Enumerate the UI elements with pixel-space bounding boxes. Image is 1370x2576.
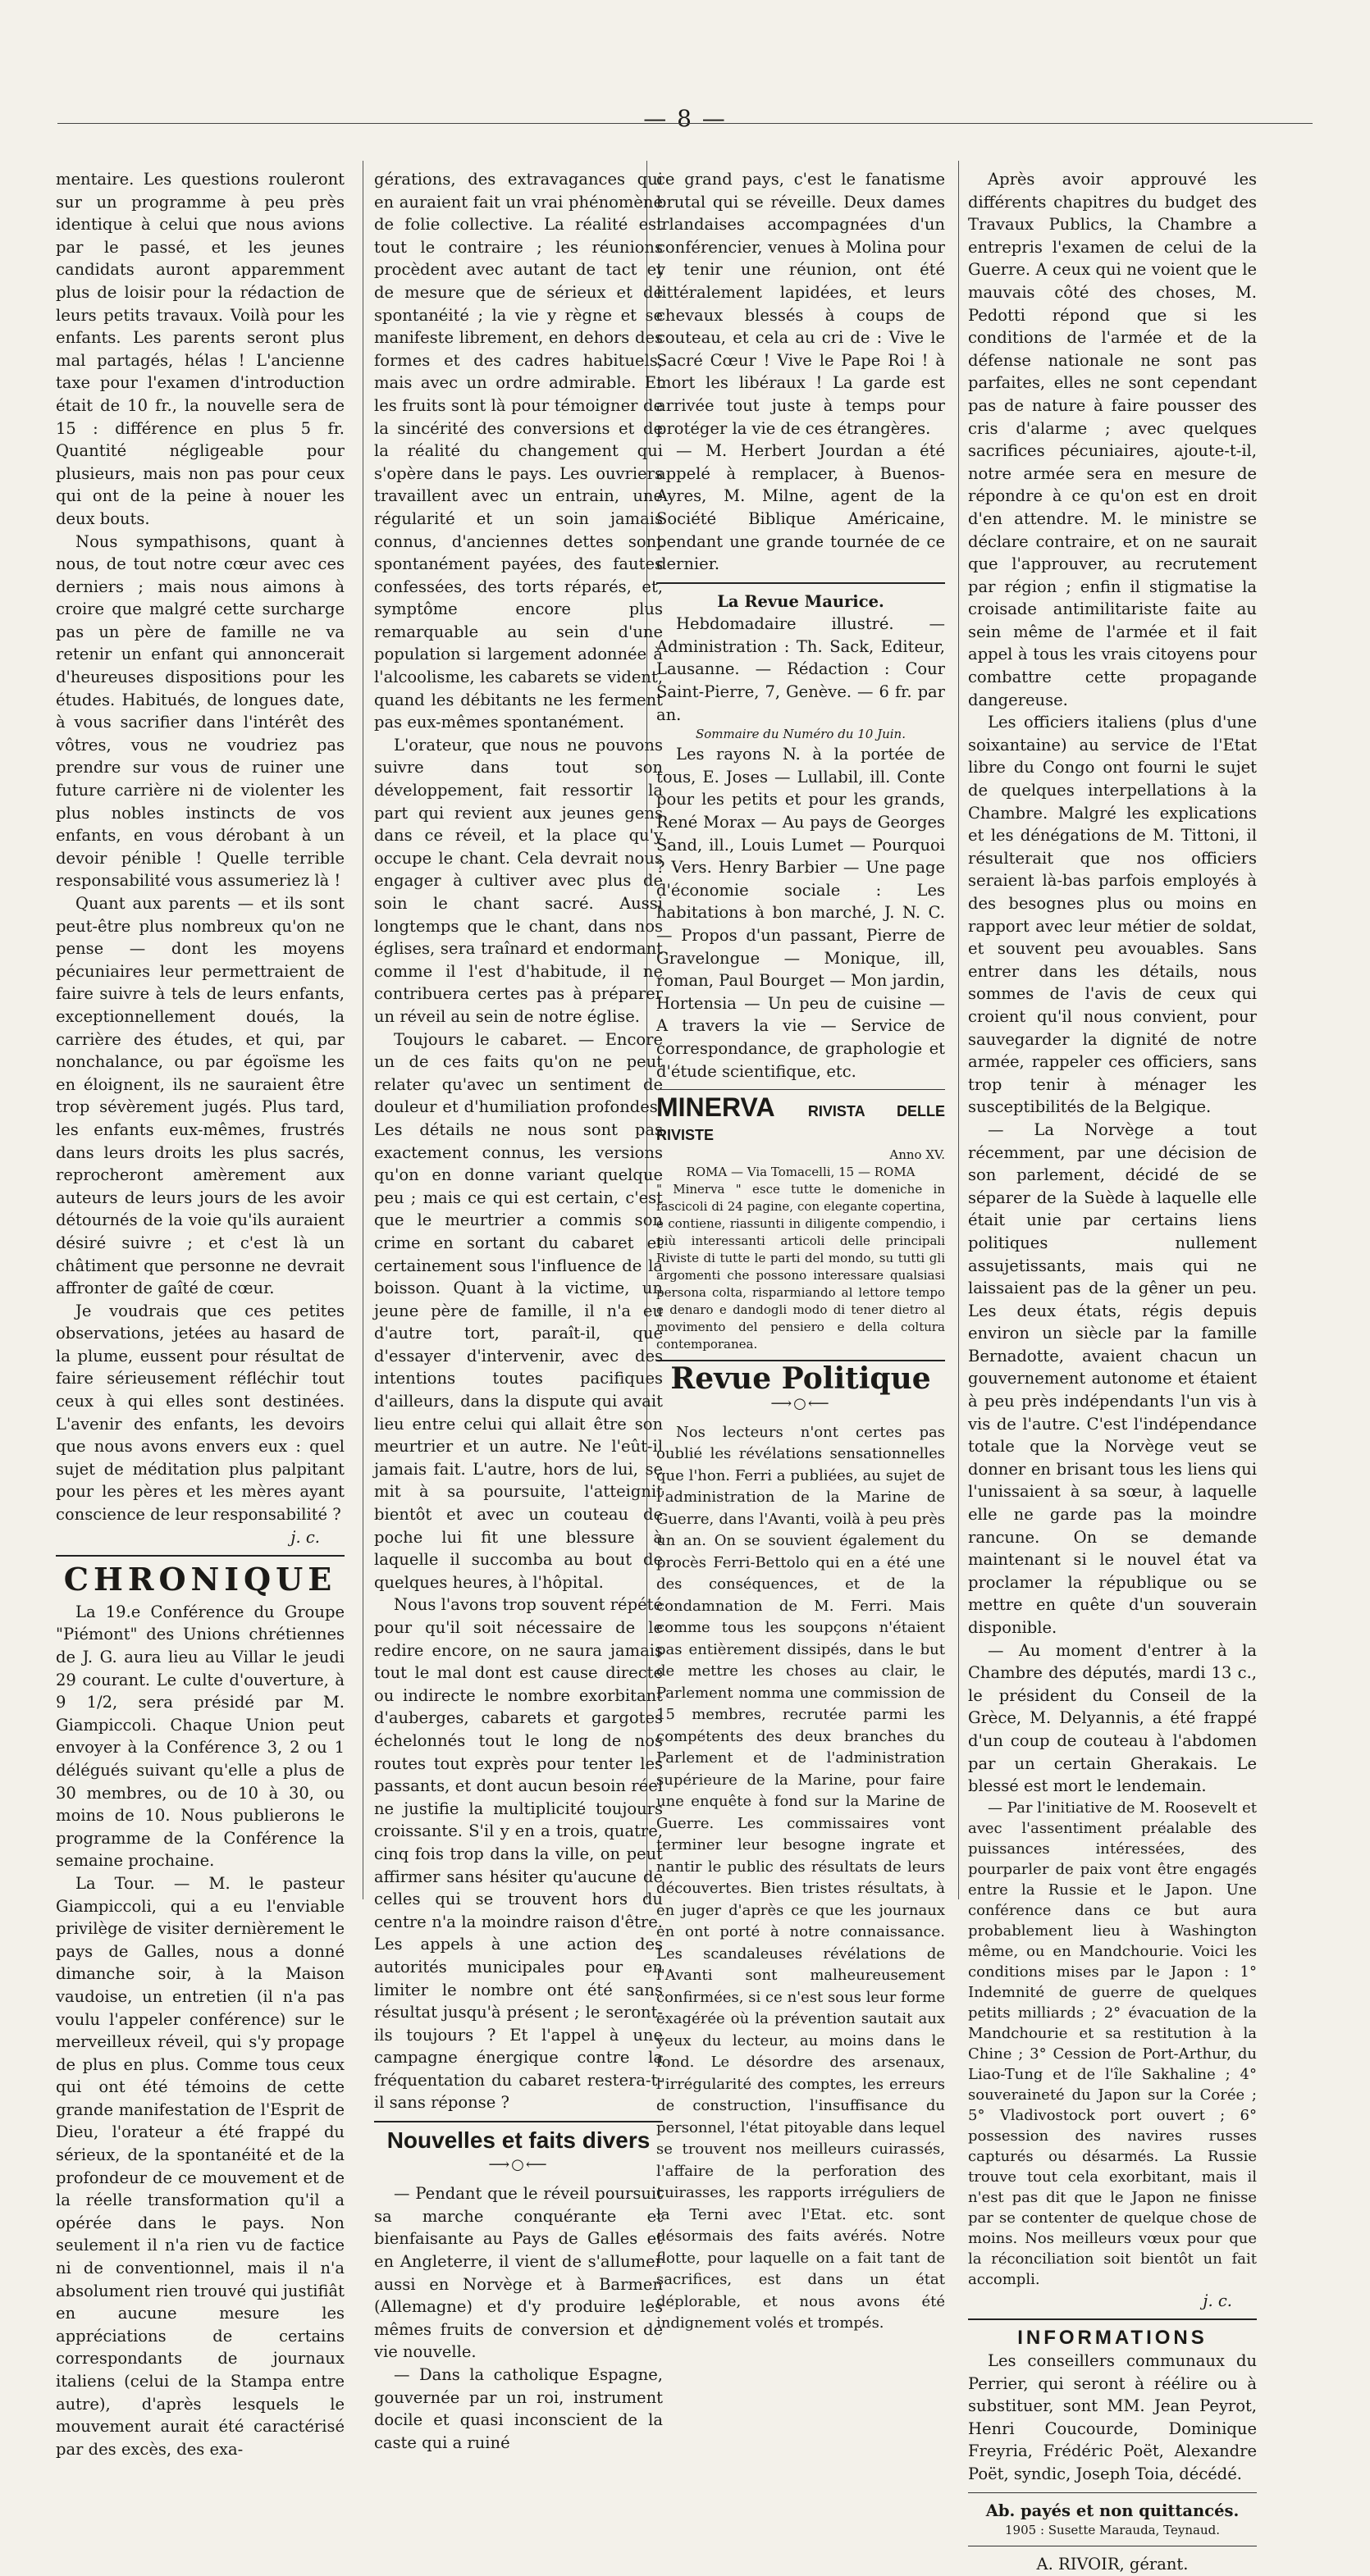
paragraph: La 19.e Conférence du Groupe "Piémont" des Unions chrétiennes de J. G. aura lieu au Villar le jeudi 29 courant. Le culte d'ouverture, à 9 1/2, sera présidé par M. Giampiccoli. Chaque Union peut envoyer à la Conférence 3, 2 ou 1 délégués suivant qu'elle a plus de 30 membres, ou de 10 à 30, ou moins de 10. Nous publierons le programme de la Conférence la semaine prochaine.	[56, 1602, 345, 1871]
section-title-nouvelles: Nouvelles et faits divers	[386, 2127, 651, 2154]
paragraph: — Pendant que le réveil poursuit sa marche conquérante et bienfaisante au Pays de Galles et en Angleterre, il vient de s'allumer aussi en Norvège et à Barmen (Allemagne) et d'y produire les mêmes fruits de conversion et de vie nouvelle.	[374, 2184, 663, 2362]
header-rule	[57, 123, 1313, 124]
minerva-subtitle: RIVISTA DELLE RIVISTE	[656, 1103, 945, 1143]
revue-maurice-title: La Revue Maurice.	[717, 591, 884, 611]
section-rule	[968, 2492, 1257, 2493]
section-rule	[968, 2318, 1257, 2320]
paragraph: Les rayons N. à la portée de tous, E. Joses — Lullabil, ill. Conte pour les petits et pour les grands, René Morax — Au pays de Georges Sand, ill., Louis Lumet — Pourquoi ? Vers. Henry Barbier — Une page d'économie sociale : Les habitations à bon marché, J. N. C. — Propos d'un passant, Pierre de Gravelongue — Monique, ill, roman, Paul Bourget — Mon jardin, Hortensia — Un peu de cuisine — A travers la vie — Service de correspondance, de graphologie et d'étude scientifique, etc.	[656, 745, 945, 1081]
minerva-body: " Minerva " esce tutte le domeniche in fascicoli di 24 pagine, con elegante copertina, e contiene, riassunti in diligente compendio, i più interessanti articoli delle principali Riviste di tutte le parti del mondo, su tutti gli argomenti che possono interessare qualsiasi persona colta, risparmiando al lettore tempo e denaro e dandogli modo di tener dietro al movimento del pensiero e della coltura contemporanea.	[656, 1182, 945, 1352]
column-divider	[958, 161, 959, 1899]
paragraph: — La Norvège a tout récemment, par une décision de son parlement, décidé de se séparer de la Suède à laquelle elle était unie par certains liens politiques nullement assujetissants, mais qui ne laissaient pas de la gêner un peu. Les deux états, régis depuis environ un siècle par la famille Bernadotte, avaient chacun un gouvernement autonome et étaient à peu près indépendants l'un vis à vis de l'autre. C'est l'indépendance totale que la Norvège veut se donner en brisant tous les liens qui l'unissaient à sa sœur, à laquelle elle ne garde pas la moindre rancune. On se demande maintenant si le nouvel état va proclamer la république ou se mettre en quête d'un souverain disponible.	[968, 1119, 1257, 1637]
paragraph: gérations, des extravagances qui en auraient fait un vrai phénomène de folie collective. La réalité est tout le contraire ; les réunions procèdent avec autant de tact et de mesure que de sérieux et de spontanéité ; la vie y règne et se manifeste librement, en dehors des formes et des cadres habituels, mais avec un ordre admirable. Et les fruits sont là pour témoigner de la sincérité des conversions et de la réalité du changement qui s'opère dans le pays. Les ouvriers travaillent avec un entrain, une régularité et un soin jamais connus, d'anciennes dettes sont spontanément payées, des fautes confessées, des torts réparés, et, symptôme encore plus remarquable au sein d'une population si largement adonnée à l'alcoolisme, les cabarets se vident, quand les débitants ne les ferment pas eux-mêmes spontanément.	[374, 170, 663, 732]
section-rule	[656, 1089, 945, 1090]
paragraph: — Dans la catholique Espagne, gouvernée par un roi, instrument docile et quasi inconscient de la caste qui a ruiné	[374, 2365, 663, 2452]
paragraph: Nous l'avons trop souvent répété pour qu'il soit nécessaire de le redire encore, on ne saura jamais tout le mal dont est cause directe ou indirecte le nombre exorbitant d'auberges, cabarets et gargotes échelonnés tout le long de nos routes tout exprès pour tenter les passants, et dont aucun besoin réel ne justifie la multiplicité toujours croissante. S'il y en a trois, quatre, cinq fois trop dans la ville, on peut affirmer sans hésiter qu'aucune de celles qui se trouvent hors du centre n'a la moindre raison d'être. Les appels à une action des autorités municipales pour en limiter le nombre ont été sans résultat jusqu'à présent ; le seront-ils toujours ? Et l'appel à une campagne énergique contre la fréquentation du cabaret restera-t-il sans réponse ?	[374, 1595, 663, 2113]
paragraph: La Tour. — M. le pasteur Giampiccoli, qui a eu l'enviable privilège de visiter dernièrement le pays de Galles, nous a donné dimanche soir, à la Maison vaudoise, un entretien (il n'a pas voulu l'appeler conférence) sur le merveilleux réveil, qui s'y propage de plus en plus. Comme tous ceux qui ont été témoins de cette grande manifestation de l'Esprit de Dieu, l'orateur a été frappé du sérieux, de la spontanéité et de la profondeur de ce mouvement et de la réelle transformation qu'il a opérée dans le pays. Non seulement il n'a rien vu de factice ni de conventionnel, mais il n'a absolument rien trouvé qui justifiât en aucune mesure les appréciations de certains correspondants de journaux italiens (celui de la Stampa entre autre), d'après lesquels le mouvement aurait été caractérisé par des excès, des exa-	[56, 1873, 345, 2459]
section-title-revue-politique: Revue Politique	[670, 1361, 931, 1397]
minerva-title: MINERVA	[656, 1092, 775, 1123]
paragraph: Hebdomadaire illustré. — Administration : Th. Sack, Editeur, Lausanne. — Rédaction : Cour Saint-Pierre, 7, Genève. — 6 fr. par an.	[656, 614, 945, 724]
revue-maurice-sommaire: Sommaire du Numéro du 10 Juin.	[696, 727, 906, 742]
column-1	[56, 168, 345, 2460]
paragraph: mentaire. Les questions rouleront sur un programme à peu près identique à celui que nous avions par le passé, et les jeunes candidats auront apparemment plus de loisir pour la rédaction de leurs petits travaux. Voilà pour les enfants. Les parents seront plus mal partagés, hélas ! L'ancienne taxe pour l'examen d'introduction était de 10 fr., la nouvelle sera de 15 : différence en plus 5 fr. Quantité négligeable pour plusieurs, mais non pas pour ceux qui ont de la peine à nouer les deux bouts.	[56, 170, 345, 528]
subscriptions-title: Ab. payés et non quittancés.	[985, 2501, 1240, 2520]
signature: j. c.	[1203, 2291, 1232, 2310]
column-2	[374, 168, 663, 2454]
section-rule	[656, 582, 945, 584]
paragraph: Les conseillers communaux du Perrier, qui seront à réélire ou à substituer, sont MM. Jean Peyrot, Henri Coucourde, Dominique Freyria, Frédéric Poët, Alexandre Poët, syndic, Joseph Toia, décédé.	[968, 2350, 1257, 2483]
paragraph: Les officiers italiens (plus d'une soixantaine) au service de l'Etat libre du Congo ont fourni le sujet de quelques interpellations à la Chambre. Malgré les explications et les dénégations de M. Tittoni, il résulterait que nos officiers seraient là-bas parfois employés à des besognes plus ou moins en rapport avec leur métier de soldat, et souvent peu avouables. Sans entrer dans les détails, nous sommes de l'avis de ceux qui croient qu'il nous convient, pour sauvegarder la dignité de notre armée, rappeler ces officiers, sans trop tenir à ménager les susceptibilités de la Belgique.	[968, 713, 1257, 1117]
minerva-ad	[656, 1092, 945, 1353]
ornament-divider: ⟶○⟵	[488, 2155, 549, 2173]
paragraph: Après avoir approuvé les différents chapitres du budget des Travaux Publics, la Chambre a entrepris l'examen de celui de la Guerre. A ceux qui ne voient que le mauvais côté des choses, M. Pedotti répond que si les conditions de l'armée et de la défense nationale ne sont pas parfaites, elles ne sont cependant pas de nature à faire pousser des cris d'alarme ; avec quelques sacrifices pécuniaires, ajoute-t-il, notre armée sera en mesure de répondre à ce qu'on est en droit d'en attendre. M. le ministre se déclare contraire, et on ne saurait que l'approuver, au recrutement par région ; enfin il stigmatise la croisade antimilitariste faite au sein même de l'armée et il fait appel à tous les vrais citoyens pour combattre cette propagande dangereuse.	[968, 170, 1257, 709]
section-rule	[56, 1555, 345, 1557]
paragraph: — M. Herbert Jourdan a été appelé à remplacer, à Buenos-Ayres, M. Milne, agent de la Société Biblique Américaine, pendant une grande tournée de ce dernier.	[656, 441, 945, 574]
paragraph: — Au moment d'entrer à la Chambre des députés, mardi 13 c., le président du Conseil de la Grèce, M. Delyannis, a été frappé d'un coup de couteau à l'abdomen par un certain Gherakais. Le blessé est mort le lendemain.	[968, 1640, 1257, 1796]
paragraph: Nous sympathisons, quant à nous, de tout notre cœur avec ces derniers ; mais nous aimons à croire que malgré cette surcharge pas un père de famille ne va retenir un enfant qui annoncerait d'heureuses dispositions pour les études. Habitués, de longues date, à vous sacrifier dans l'intérêt des vôtres, vous ne voudriez pas prendre sur vous de ruiner une future carrière ni de violenter les plus nobles instincts de vos enfants, en vous dérobant à un devoir pénible ! Quelle terrible responsabilité vous assumeriez là !	[56, 531, 345, 891]
section-rule	[374, 2121, 663, 2122]
paragraph: L'orateur, que nous ne pouvons suivre dans tout son développement, fait ressortir la part qui revient aux jeunes gens dans ce réveil, et la place qu'y occupe le chant. Cela devrait nous engager à cultiver avec plus de soin le chant sacré. Aussi longtemps que le chant, dans nos églises, sera traînard et endormant comme il l'est d'habitude, il ne contribuera certes pas à préparer un réveil au sein de notre église.	[374, 735, 663, 1026]
signature: j. c.	[290, 1527, 320, 1547]
paragraph: Nos lecteurs n'ont certes pas oublié les révélations sensationnelles que l'hon. Ferri a publiées, au sujet de l'administration de la Marine de Guerre, dans l'Avanti, voilà à peu près un an. On se souvient également du procès Ferri-Bettolo qui en a été une des conséquences, et de la condamnation de M. Ferri. Mais comme tous les soupçons n'étaient pas entièrement dissipés, dans le but de mettre les choses au clair, le Parlement nomma une commission de 15 membres, recrutée parmi les compétents des deux branches du Parlement et de l'administration supérieure de la Marine, pour faire une enquête à fond sur la Marine de Guerre. Les commissaires vont terminer leur besogne ingrate et nantir le public des résultats de leurs découvertes. Bien tristes résultats, à en juger d'après ce que les journaux en ont porté à notre connaissance. Les scandaleuses révélations de l'Avanti sont malheureusement confirmées, si ce n'est sous leur forme exagérée où la prévention sautait aux yeux du lecteur, au moins dans le fond. Le désordre des arsenaux, l'irrégularité des comptes, les erreurs de construction, l'insuffisance du personnel, l'état pitoyable dans lequel se trouvent nos meilleurs cuirassés, l'affaire de la perforation des cuirasses, les rapports irréguliers de la Terni avec l'Etat. etc. sont désormais des faits avérés. Notre flotte, pour laquelle on a fait tant de sacrifices, est dans un état déplorable, et nous avons été indignement volés et trompés.	[656, 1423, 945, 2332]
paragraph: Quant aux parents — et ils sont peut-être plus nombreux qu'on ne pense — dont les moyens pécuniaires leur permettraient de faire suivre à tels de leurs enfants, exceptionnellement doués, la carrière des études, et qui, par nonchalance, ou par égoïsme les en éloignent, ils ne sauraient être trop sévèrement jugés. Plus tard, les enfants eux-mêmes, frustrés dans leurs droits les plus sacrés, reprocheront amèrement aux auteurs de leurs jours de les avoir détournés de la voie qu'ils auraient désiré suivre ; et c'est là un châtiment que personne ne devrait affronter de gaîté de cœur.	[56, 894, 345, 1298]
paragraph: Toujours le cabaret. — Encore un de ces faits qu'on ne peut relater qu'avec un sentiment de douleur et d'humiliation profondes. Les détails ne nous sont pas exactement connus, les versions qu'on en donne variant quelque peu ; mais ce qui est certain, c'est que le meurtrier a commis son crime en sortant du cabaret et certainement sous l'influence de la boisson. Quant à la victime, un jeune père de famille, il n'a eu d'autre tort, paraît-il, que d'essayer d'intervenir, avec des intentions toutes pacifiques d'ailleurs, dans la dispute qui avait lieu entre celui qui allait être son meurtrier et un autre. Ne l'eût-il jamais fait. L'autre, hors de lui, se mit à sa poursuite, l'atteignit bientôt et avec un couteau de poche lui fit une blessure à laquelle il succomba au bout de quelques heures, à l'hôpital.	[374, 1029, 663, 1592]
paragraph: ce grand pays, c'est le fanatisme brutal qui se réveille. Deux dames irlandaises accompagnées d'un conférencier, venues à Molina pour y tenir une réunion, ont été littéralement lapidées, et leurs chevaux blessés à coups de couteau, et cela au cri de : Vive le Sacré Cœur ! Vive le Pape Roi ! à mort les libéraux ! La garde est arrivée tout juste à temps pour protéger la vie de ces étrangères.	[656, 170, 945, 438]
ornament-divider: ⟶○⟵	[770, 1394, 831, 1412]
section-title-chronique: CHRONIQUE	[63, 1561, 337, 1598]
section-title-informations: INFORMATIONS	[1017, 2327, 1208, 2350]
column-4	[968, 168, 1257, 2576]
minerva-address: ROMA — Via Tomacelli, 15 — ROMA	[686, 1165, 916, 1180]
minerva-anno: Anno XV.	[889, 1147, 945, 1163]
gerant-signature: A. RIVOIR, gérant.	[1036, 2555, 1189, 2574]
subscriptions-line: 1905 : Susette Marauda, Teynaud.	[1005, 2523, 1220, 2538]
column-3	[656, 168, 945, 2335]
page-number: — 8 —	[643, 105, 727, 132]
paragraph: Je voudrais que ces petites observations, jetées au hasard de la plume, eussent pour résultat de faire sérieusement réfléchir tout ceux à qui elles sont destinées. L'avenir des enfants, les devoirs que nous avons envers eux : quel sujet de méditation plus palpitant pour les pères et les mères ayant conscience de leur responsabilité ?	[56, 1301, 345, 1525]
paragraph: — Par l'initiative de M. Roosevelt et avec l'assentiment préalable des puissances intéressées, des pourparler de paix vont être engagés entre la Russie et le Japon. Une conférence dans ce but aura probablement lieu à Washington même, ou en Mandchourie. Voici les conditions mises par le Japon : 1° Indemnité de guerre de quelques petits milliards ; 2° évacuation de la Mandchourie et sa restitution à la Chine ; 3° Cession de Port-Arthur, du Liao-Tung et de l'île Sakhaline ; 4° souveraineté du Japon sur la Corée ; 5° Vladivostock port ouvert ; 6° possession des navires russes capturés ou désarmés. La Russie trouve tout cela exorbitant, mais il n'est pas dit que le Japon ne finisse par se contenter de quelque chose de moins. Nos meilleurs vœux pour que la réconciliation soit bientôt un fait accompli.	[968, 1799, 1257, 2288]
